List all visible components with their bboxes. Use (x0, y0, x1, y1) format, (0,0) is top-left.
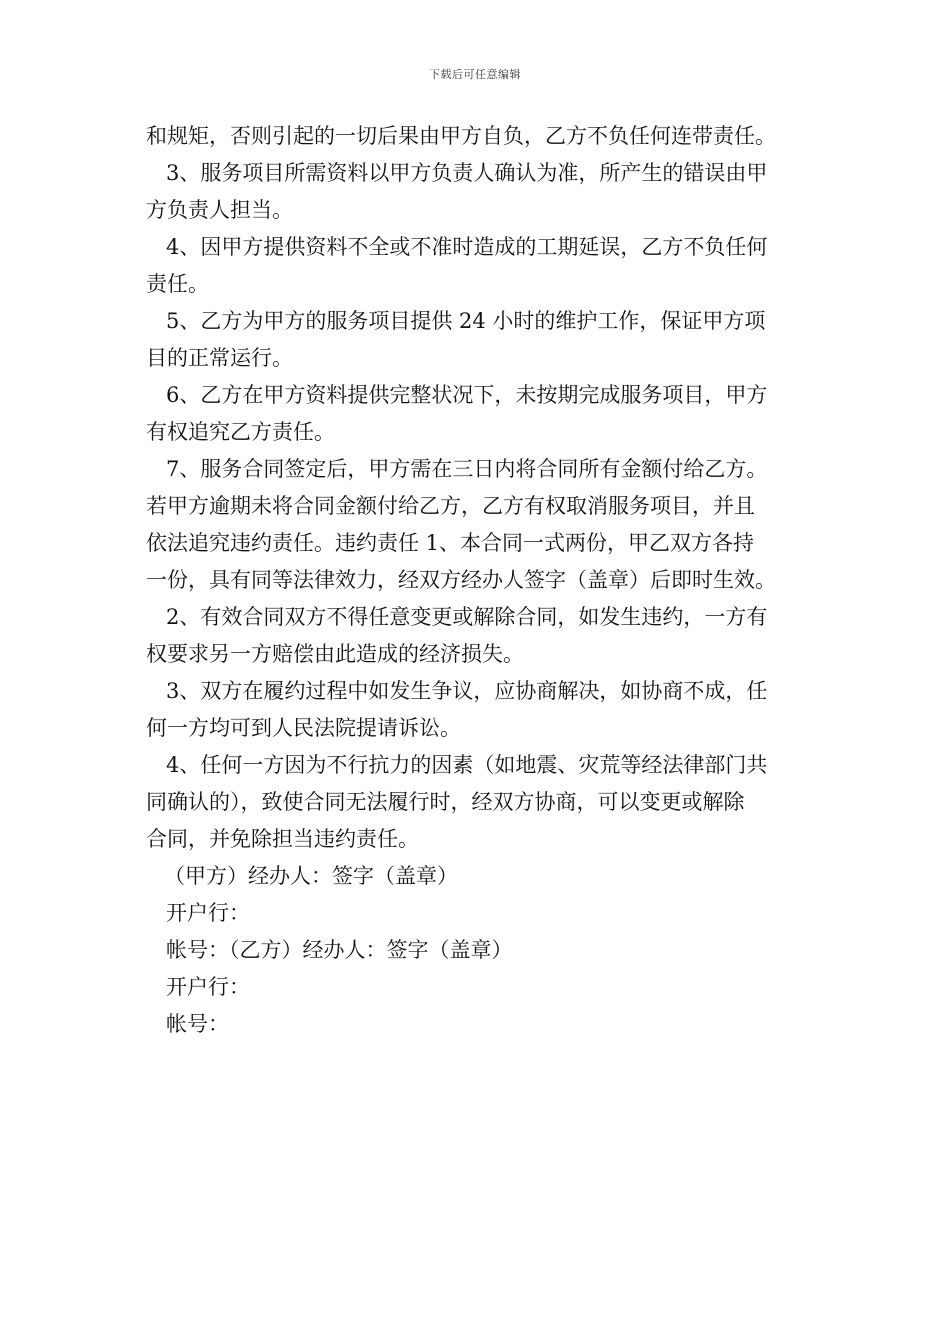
paragraph-line: 何一方均可到人民法院提请诉讼。 (146, 716, 461, 740)
paragraph-line: 有权追究乙方责任。 (146, 420, 335, 444)
paragraph-line: 权要求另一方赔偿由此造成的经济损失。 (146, 642, 524, 666)
paragraph-line: 6、乙方在甲方资料提供完整状况下，未按期完成服务项目，甲方 (166, 383, 768, 407)
bank-line-b: 开户行： (166, 975, 250, 999)
paragraph-line: 7、服务合同签定后，甲方需在三日内将合同所有金额付给乙方。 (166, 457, 768, 481)
paragraph-line: 目的正常运行。 (146, 346, 293, 370)
page-header: 下载后可任意编辑 (429, 68, 521, 81)
paragraph-line: 3、服务项目所需资料以甲方负责人确认为准，所产生的错误由甲 (166, 161, 768, 185)
paragraph-line: 2、有效合同双方不得任意变更或解除合同，如发生违约，一方有 (166, 605, 768, 629)
paragraph-line: 3、双方在履约过程中如发生争议，应协商解决，如协商不成，任 (166, 679, 768, 703)
paragraph-line: 一份，具有同等法律效力，经双方经办人签字（盖章）后即时生效。 (146, 568, 776, 592)
paragraph-line: 方负责人担当。 (146, 198, 293, 222)
paragraph-line: 依法追究违约责任。违约责任 1、本合同一式两份，甲乙双方各持 (146, 531, 755, 555)
document-body (146, 118, 808, 1043)
paragraph-line: 责任。 (146, 272, 209, 296)
paragraph-line: 5、乙方为甲方的服务项目提供 24 小时的维护工作，保证甲方项 (166, 309, 766, 333)
paragraph-line: 若甲方逾期未将合同金额付给乙方，乙方有权取消服务项目，并且 (146, 494, 755, 518)
bank-line-a: 开户行： (166, 901, 250, 925)
paragraph-line: 同确认的），致使合同无法履行时，经双方协商，可以变更或解除 (146, 790, 745, 814)
signature-party-a: （甲方）经办人：签字（盖章） (164, 864, 458, 888)
account-line-b: 帐号： (166, 1012, 229, 1036)
paragraph-line: 4、因甲方提供资料不全或不准时造成的工期延误，乙方不负任何 (166, 235, 768, 259)
paragraph-line: 4、任何一方因为不行抗力的因素（如地震、灾荒等经法律部门共 (166, 753, 768, 777)
paragraph-line: 和规矩，否则引起的一切后果由甲方自负，乙方不负任何连带责任。 (146, 124, 776, 148)
paragraph-line: 合同，并免除担当违约责任。 (146, 827, 419, 851)
account-party-b-line: 帐号：（乙方）经办人：签字（盖章） (166, 938, 513, 962)
